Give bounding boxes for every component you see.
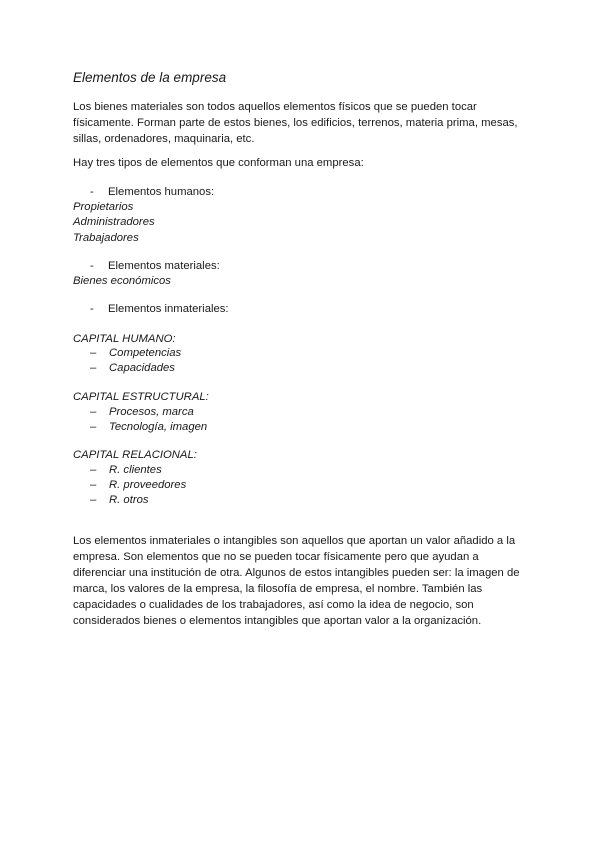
capital-humano-heading: CAPITAL HUMANO: xyxy=(73,333,176,345)
list-item-label: Capacidades xyxy=(109,362,175,374)
list-item xyxy=(90,421,207,433)
list-dash: – xyxy=(90,362,97,374)
list-item: Trabajadores xyxy=(73,232,139,244)
list-dash: – xyxy=(90,464,97,476)
bullet-label: Elementos humanos: xyxy=(108,186,215,198)
list-dash: – xyxy=(90,347,97,359)
list-item: Administradores xyxy=(73,216,155,228)
bullet-elementos-materiales xyxy=(90,260,220,272)
list-item xyxy=(90,362,175,374)
list-item-label: Tecnología, imagen xyxy=(109,421,208,433)
capital-estructural-heading: CAPITAL ESTRUCTURAL: xyxy=(73,391,209,403)
bullet-label: Elementos inmateriales: xyxy=(108,303,229,315)
list-item-label: R. proveedores xyxy=(109,479,187,491)
list-dash: – xyxy=(90,494,97,506)
document-title: Elementos de la empresa xyxy=(73,70,227,85)
list-item xyxy=(90,347,181,359)
bullet-label: Elementos materiales: xyxy=(108,260,220,272)
list-dash: – xyxy=(90,406,97,418)
list-item-label: Procesos, marca xyxy=(109,406,194,418)
paragraph-elementos-inmateriales: Los elementos inmateriales o intangibles son aquellos que aportan un valor añadido a la empresa. Son elementos que no se pueden tocar físicamente pero que ayudan a diferenciar una institución de otra. Algunos de estos intangibles pueden ser: la imagen de marca, los valores de la empresa, la filosofía de empresa, el nombre. También las capacidades o cualidades de los trabajadores, así como la idea de negocio, son considerados bienes o elementos intangibles que aportan valor a la organización. xyxy=(73,535,520,627)
list-item-label: Competencias xyxy=(109,347,182,359)
list-item xyxy=(90,406,194,418)
list-item xyxy=(90,494,149,506)
bullet-dash: - xyxy=(90,260,94,272)
list-dash: – xyxy=(90,479,97,491)
list-item xyxy=(90,479,186,491)
list-dash: – xyxy=(90,421,97,433)
bullet-dash: - xyxy=(90,303,94,315)
list-item-label: R. clientes xyxy=(109,464,162,476)
paragraph-tipos-elementos: Hay tres tipos de elementos que conforman una empresa: xyxy=(73,157,364,169)
list-item: Bienes económicos xyxy=(73,275,171,287)
bullet-elementos-humanos xyxy=(90,186,214,198)
list-item xyxy=(90,464,162,476)
bullet-elementos-inmateriales xyxy=(90,303,229,315)
list-item-label: R. otros xyxy=(109,494,149,506)
capital-relacional-heading: CAPITAL RELACIONAL: xyxy=(73,449,197,461)
bullet-dash: - xyxy=(90,186,94,198)
list-item: Propietarios xyxy=(73,201,134,213)
paragraph-bienes-materiales: Los bienes materiales son todos aquellos elementos físicos que se pueden tocar físicamente. Forman parte de estos bienes, los edificios, terrenos, materia prima, mesas, sillas, ordenadores, maquinaria, etc. xyxy=(73,101,518,145)
